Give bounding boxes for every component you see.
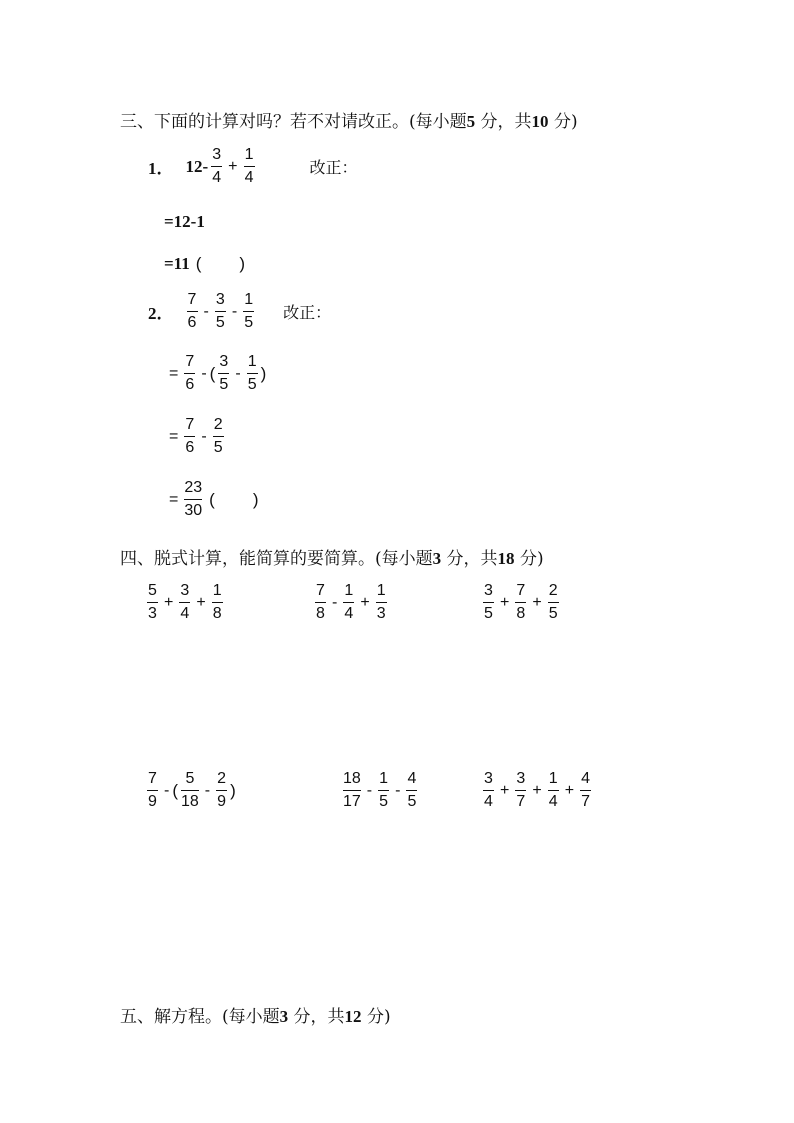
question-2-step-1 <box>166 353 266 394</box>
numerator: 1 <box>244 146 254 163</box>
fraction-bar <box>211 166 222 167</box>
paren-open: ( <box>172 780 178 800</box>
operator: - <box>332 593 338 611</box>
numerator: 1 <box>548 770 558 787</box>
heading-text: 分，共 <box>480 112 532 132</box>
fraction-bar <box>147 602 158 603</box>
question-2-step-3 <box>166 479 258 520</box>
fraction <box>147 582 158 623</box>
heading-number: 3 <box>279 1007 289 1026</box>
denominator: 3 <box>376 605 386 622</box>
numerator: 7 <box>148 770 157 787</box>
fraction-bar <box>483 790 494 791</box>
correction-label: 改正： <box>283 303 332 322</box>
heading-number: 5 <box>466 112 476 131</box>
numerator: 2 <box>213 416 223 433</box>
denominator: 5 <box>244 314 254 331</box>
numerator: 5 <box>185 770 195 787</box>
fraction <box>548 770 559 811</box>
denominator: 8 <box>316 605 325 622</box>
heading-number: 12 <box>344 1007 362 1026</box>
denominator: 5 <box>379 793 389 810</box>
fraction <box>179 582 190 623</box>
fraction-bar <box>184 499 202 500</box>
calc-problem-6 <box>480 770 594 811</box>
fraction-bar <box>548 602 559 603</box>
fraction-bar <box>247 373 258 374</box>
fraction-bar <box>315 602 326 603</box>
fraction-bar <box>243 311 254 312</box>
judgement-paren-open: ( <box>195 254 202 273</box>
heading-number: 3 <box>432 549 442 568</box>
denominator: 6 <box>187 314 197 331</box>
fraction <box>218 353 229 394</box>
fraction <box>548 582 559 623</box>
fraction <box>216 770 227 811</box>
operator: - <box>203 302 209 320</box>
denominator: 8 <box>212 605 222 622</box>
judgement-paren-close: ) <box>239 254 246 273</box>
denominator: 4 <box>548 793 558 810</box>
fraction-bar <box>184 373 195 374</box>
question-1-step-2 <box>164 254 245 274</box>
fraction-bar <box>218 373 229 374</box>
operator: - <box>231 302 238 320</box>
denominator: 4 <box>212 169 222 186</box>
paren-close: ) <box>260 363 267 383</box>
fraction-bar <box>378 790 389 791</box>
fraction <box>215 291 226 332</box>
fraction <box>184 416 195 457</box>
numerator: 1 <box>376 582 386 599</box>
denominator: 4 <box>484 793 493 810</box>
fraction <box>483 770 494 811</box>
heading-number: 10 <box>531 112 549 131</box>
fraction <box>406 770 417 811</box>
fraction-bar <box>147 790 158 791</box>
equals-sign: = <box>169 490 179 508</box>
paren-close: ) <box>230 780 236 800</box>
numerator: 1 <box>212 582 222 599</box>
numerator: 2 <box>548 582 558 599</box>
heading-text: 分) <box>553 112 578 132</box>
fraction <box>343 582 354 623</box>
step-text: =11 <box>164 254 190 273</box>
correction-label: 改正： <box>309 158 358 177</box>
fraction-bar <box>343 790 361 791</box>
fraction-bar <box>580 790 591 791</box>
fraction-bar <box>548 790 559 791</box>
question-1-step-1 <box>164 212 205 232</box>
heading-text: 分) <box>519 549 544 569</box>
calc-problem-3 <box>480 582 562 623</box>
numerator: 3 <box>219 353 229 370</box>
heading-text: 五、解方程。(每小题 <box>120 1007 280 1027</box>
operator: + <box>564 781 575 799</box>
denominator: 9 <box>217 793 227 810</box>
fraction <box>212 582 223 623</box>
numerator: 7 <box>316 582 325 599</box>
operator: + <box>228 157 238 175</box>
numerator: 3 <box>215 291 225 308</box>
operator: + <box>196 593 206 611</box>
fraction-bar <box>483 602 494 603</box>
fraction-bar <box>216 790 227 791</box>
denominator: 30 <box>184 502 203 519</box>
fraction <box>211 146 222 187</box>
question-number: 1． <box>148 159 174 178</box>
paren-open: ( <box>209 363 216 383</box>
fraction-bar <box>343 602 354 603</box>
numerator: 7 <box>187 291 197 308</box>
question-2-step-2 <box>166 416 227 457</box>
denominator: 5 <box>407 793 417 810</box>
fraction <box>184 479 202 520</box>
heading-text: 分，共 <box>446 549 498 569</box>
denominator: 3 <box>148 605 157 622</box>
heading-text: 分) <box>366 1007 391 1027</box>
denominator: 8 <box>516 605 526 622</box>
numerator: 3 <box>516 770 526 787</box>
denominator: 18 <box>181 793 199 810</box>
equals-sign: = <box>169 427 179 445</box>
numerator: 3 <box>484 770 493 787</box>
fraction-bar <box>187 311 198 312</box>
numerator: 4 <box>581 770 590 787</box>
denominator: 9 <box>148 793 157 810</box>
operator: + <box>532 781 542 799</box>
numerator: 3 <box>180 582 190 599</box>
fraction-bar <box>244 166 255 167</box>
numerator: 1 <box>247 353 257 370</box>
operator: - <box>201 364 207 382</box>
equals-sign: = <box>169 364 179 382</box>
fraction-bar <box>406 790 417 791</box>
denominator: 4 <box>180 605 190 622</box>
numerator: 4 <box>407 770 417 787</box>
question-number: 2． <box>148 304 174 323</box>
fraction-bar <box>212 602 223 603</box>
denominator: 5 <box>215 314 225 331</box>
fraction <box>315 582 326 623</box>
numerator: 7 <box>516 582 526 599</box>
operator: + <box>164 593 174 611</box>
numerator: 18 <box>343 770 361 787</box>
fraction <box>147 770 158 811</box>
denominator: 5 <box>219 376 229 393</box>
denominator: 17 <box>343 793 361 810</box>
denominator: 4 <box>344 605 354 622</box>
fraction <box>213 416 224 457</box>
question-1-expression <box>148 146 358 187</box>
numerator: 23 <box>184 479 203 496</box>
fraction <box>515 770 526 811</box>
denominator: 5 <box>548 605 558 622</box>
operator: - <box>366 781 373 799</box>
operator: - <box>395 781 401 799</box>
fraction-bar <box>515 602 526 603</box>
numerator: 2 <box>217 770 227 787</box>
operator: - <box>201 427 207 445</box>
fraction-bar <box>181 790 199 791</box>
numerator: 1 <box>379 770 389 787</box>
operator: - <box>164 781 170 799</box>
denominator: 7 <box>581 793 590 810</box>
judgement-paren-open: ( <box>209 489 215 509</box>
fraction <box>244 146 255 187</box>
section-4-heading <box>120 544 544 569</box>
operator: - <box>235 364 241 382</box>
heading-text: 三、下面的计算对吗？若不对请改正。(每小题 <box>120 112 467 132</box>
denominator: 5 <box>213 439 223 456</box>
denominator: 7 <box>516 793 526 810</box>
judgement-paren-close: ) <box>252 489 259 509</box>
fraction-bar <box>179 602 190 603</box>
operator: + <box>500 593 510 611</box>
operator: - <box>204 781 211 799</box>
fraction <box>187 291 198 332</box>
heading-text: 四、脱式计算，能简算的要简算。(每小题 <box>120 549 433 569</box>
fraction-bar <box>213 436 224 437</box>
numerator: 1 <box>244 291 254 308</box>
numerator: 7 <box>185 416 195 433</box>
calc-problem-1 <box>144 582 226 623</box>
denominator: 4 <box>244 169 254 186</box>
section-3-heading <box>120 107 578 132</box>
operator: + <box>500 781 510 799</box>
numerator: 3 <box>212 146 222 163</box>
fraction <box>483 582 494 623</box>
fraction <box>181 770 199 811</box>
fraction <box>580 770 591 811</box>
calc-problem-4 <box>144 770 236 811</box>
step-text: =12-1 <box>164 212 205 231</box>
calc-problem-2 <box>312 582 390 623</box>
fraction <box>376 582 387 623</box>
fraction <box>343 770 361 811</box>
numerator: 1 <box>344 582 354 599</box>
calc-problem-5 <box>340 770 420 811</box>
heading-text: 分，共 <box>293 1007 345 1027</box>
fraction <box>515 582 526 623</box>
fraction <box>243 291 254 332</box>
fraction <box>247 353 258 394</box>
numerator: 7 <box>185 353 195 370</box>
numerator: 5 <box>148 582 157 599</box>
fraction-bar <box>515 790 526 791</box>
heading-number: 18 <box>497 549 515 568</box>
fraction-bar <box>184 436 195 437</box>
fraction-bar <box>376 602 387 603</box>
operator: + <box>360 593 370 611</box>
denominator: 5 <box>484 605 493 622</box>
operator: + <box>532 593 542 611</box>
section-5-heading <box>120 1002 391 1027</box>
question-2-expression <box>148 291 331 332</box>
numerator: 3 <box>484 582 493 599</box>
fraction <box>184 353 195 394</box>
denominator: 5 <box>247 376 257 393</box>
whole-number: 12- <box>185 156 209 176</box>
fraction <box>378 770 389 811</box>
fraction-bar <box>215 311 226 312</box>
denominator: 6 <box>185 376 195 393</box>
denominator: 6 <box>185 439 195 456</box>
